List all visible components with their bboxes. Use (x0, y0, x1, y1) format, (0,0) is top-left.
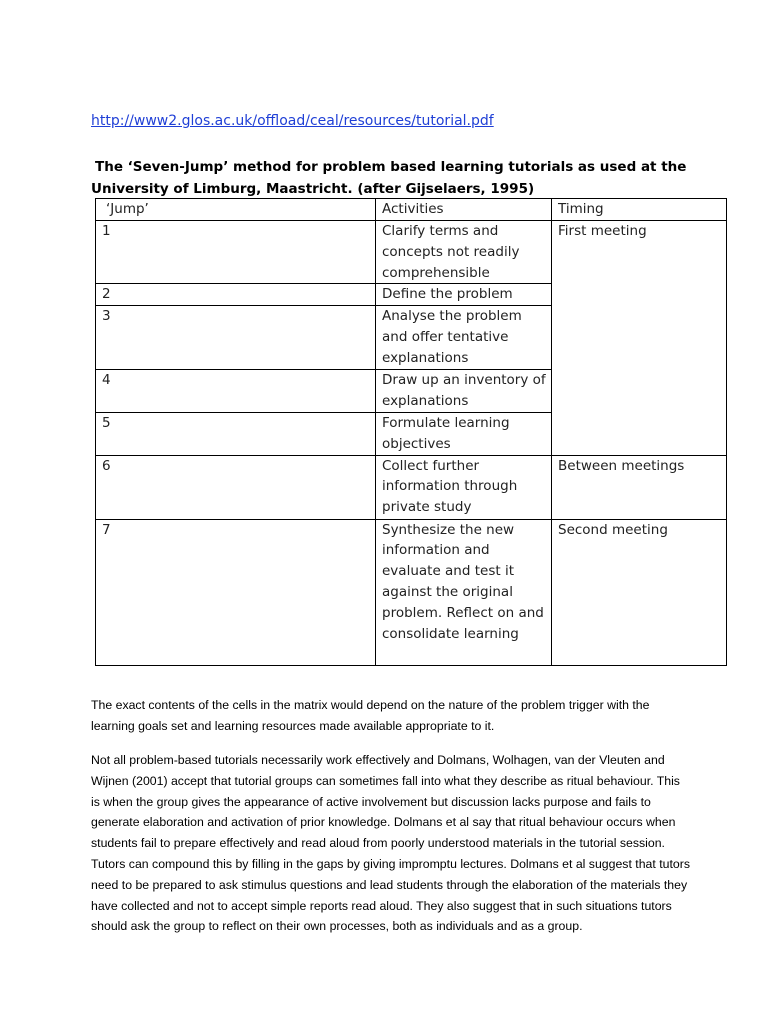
timing-cell-first: First meeting (552, 221, 727, 456)
jump-cell: 1 (96, 221, 376, 284)
activity-cell: Analyse the problem and offer tentative explanations (376, 306, 552, 370)
timing-cell-between: Between meetings (552, 455, 727, 519)
activity-cell: Formulate learning objectives (376, 412, 552, 455)
jump-cell: 5 (96, 412, 376, 455)
header-activities: Activities (376, 199, 552, 221)
body-paragraph-2: Not all problem-based tutorials necessarily work effectively and Dolmans, Wolhagen, van der Vleuten and Wijnen (2001) accept that tutorial groups can sometimes fall into what they describe as ritual behaviour. This is when the group gives the appearance of active involvement but discussion lacks purpose and fails to generate elaboration and activation of prior knowledge. Dolmans et al say that ritual behaviour occurs when students fail to prepare effectively and read aloud from poorly understood materials in the tutorial session. Tutors can compound this by filling in the gaps by giving impromptu lectures. Dolmans et al suggest that tutors need to be prepared to ask stimulus questions and lead students through the elaboration of the materials they have collected and not to accept simple reports read aloud. They also suggest that in such situations tutors should ask the group to reflect on their own processes, both as individuals and as a group. (91, 753, 690, 934)
timing-cell-second: Second meeting (552, 519, 727, 665)
activity-cell: Define the problem (376, 284, 552, 306)
table-row (96, 221, 727, 284)
body-paragraph-1: The exact contents of the cells in the matrix would depend on the nature of the problem trigger with the learning goals set and learning resources made available appropriate to it. (91, 698, 650, 733)
header-jump: ‘Jump’ (96, 199, 376, 221)
jump-cell: 6 (96, 455, 376, 519)
activity-cell: Clarify terms and concepts not readily comprehensible (376, 221, 552, 284)
table-caption (91, 156, 691, 200)
tutorial-pdf-link[interactable]: http://www2.glos.ac.uk/offload/ceal/resources/tutorial.pdf (91, 113, 494, 129)
seven-jump-table (95, 198, 727, 666)
jump-cell: 7 (96, 519, 376, 665)
table-row (96, 519, 727, 665)
jump-cell: 4 (96, 370, 376, 413)
table-header-row (96, 199, 727, 221)
caption-line-2: University of Limburg, Maastricht. (after Gijselaers, 1995) (91, 181, 535, 197)
jump-cell: 3 (96, 306, 376, 370)
activity-cell: Synthesize the new information and evaluate and test it against the original problem. Reflect on and consolidate learning (376, 519, 552, 665)
caption-line-1: The ‘Seven-Jump’ method for problem based learning tutorials as used at the (95, 159, 687, 175)
activity-cell: Draw up an inventory of explanations (376, 370, 552, 413)
jump-cell: 2 (96, 284, 376, 306)
table-row (96, 455, 727, 519)
header-timing: Timing (552, 199, 727, 221)
activity-cell: Collect further information through private study (376, 455, 552, 519)
